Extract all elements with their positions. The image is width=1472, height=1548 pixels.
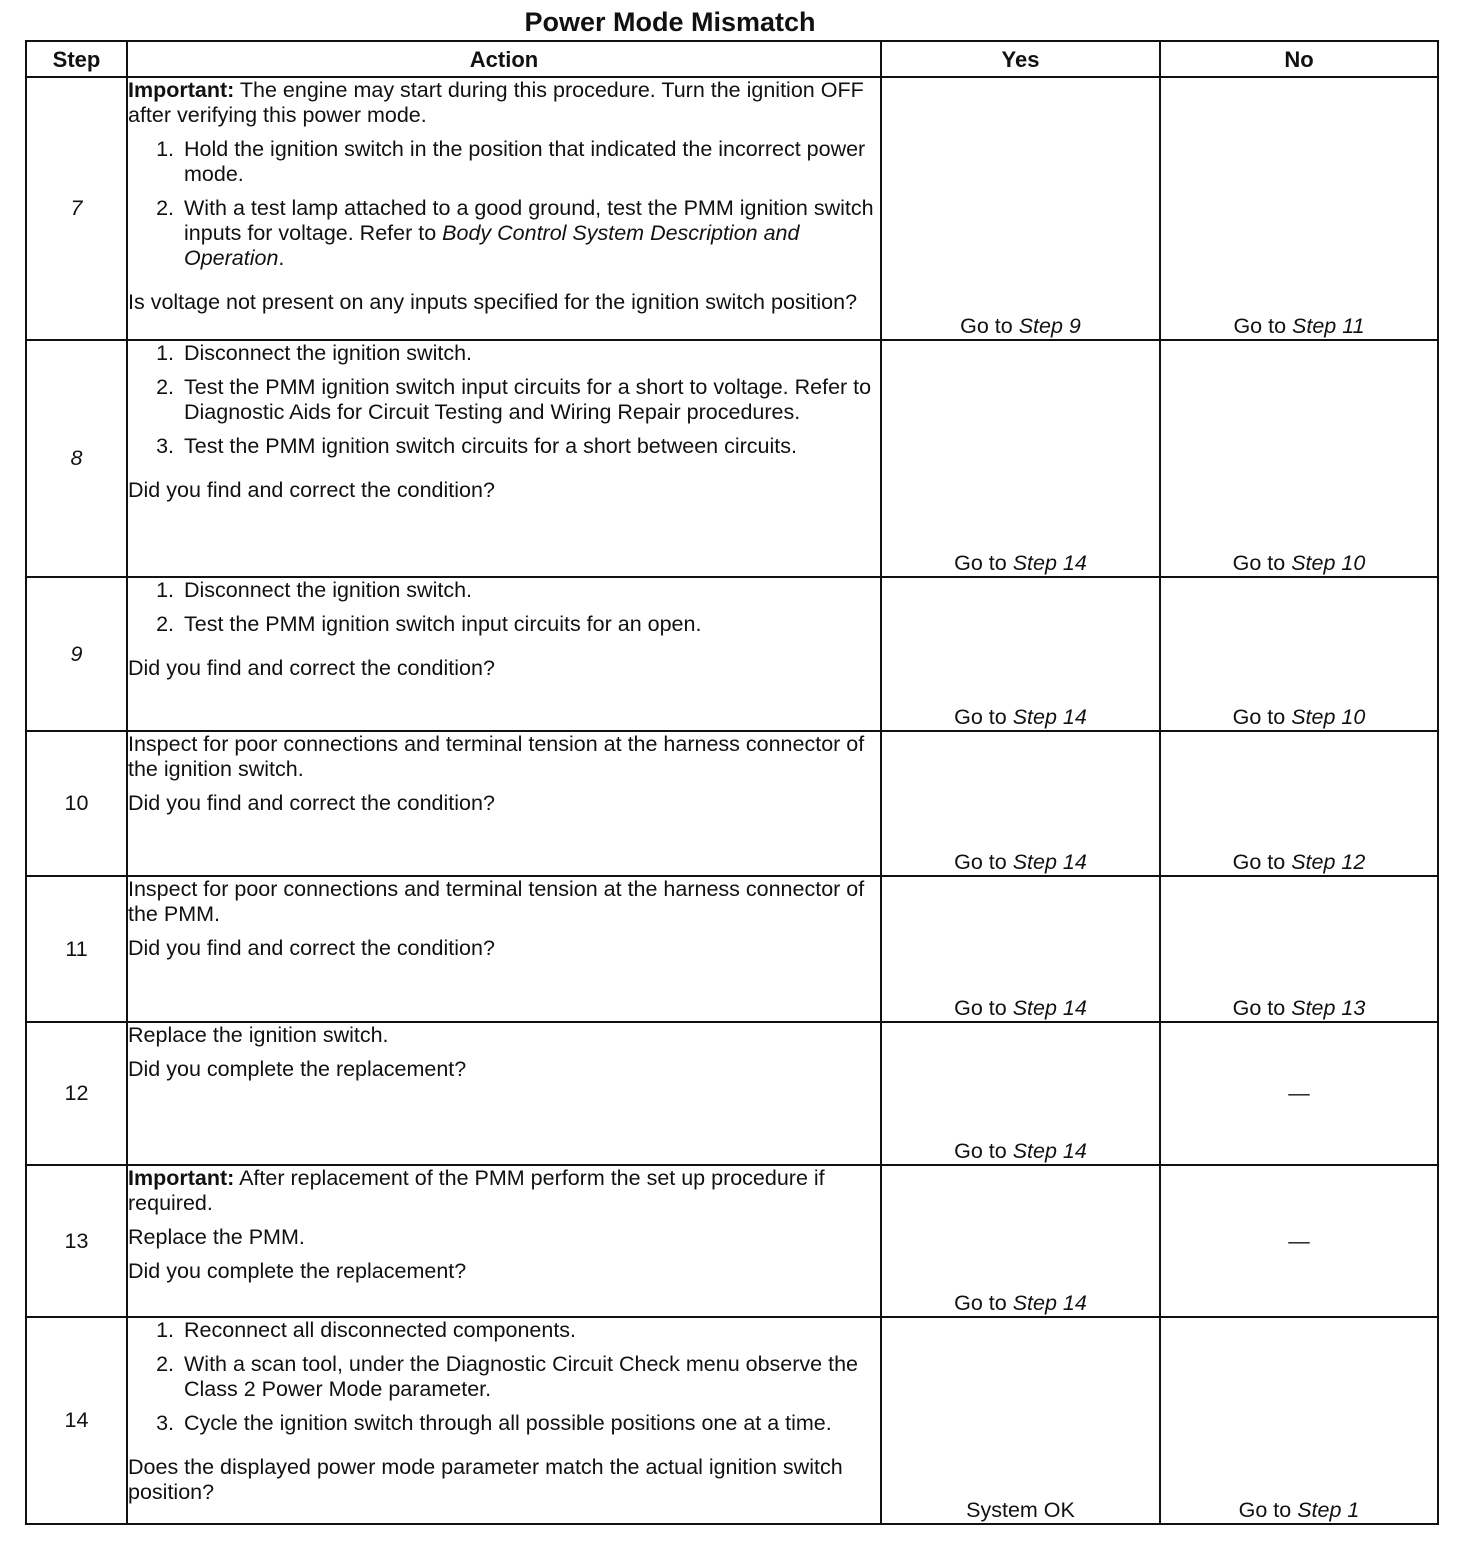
yes-step-link[interactable]: Step 9	[1018, 314, 1081, 338]
table-row	[26, 1165, 1438, 1317]
no-cell	[1160, 1317, 1438, 1524]
item-text: With a test lamp attached to a good ground, test the PMM ignition switch inputs for voltage. Refer to	[184, 196, 874, 245]
action-text: Replace the ignition switch.	[128, 1023, 389, 1047]
yes-step-link[interactable]: Step 14	[1012, 1291, 1087, 1315]
action-cell	[127, 1317, 881, 1524]
list-item	[128, 1352, 880, 1402]
yes-prefix: Go to	[954, 1139, 1007, 1163]
item-text-wrap	[184, 196, 880, 271]
step-number: 10	[26, 731, 127, 876]
item-text: Hold the ignition switch in the position that indicated the incorrect power mode.	[184, 137, 866, 186]
question-text: Did you find and correct the condition?	[128, 791, 495, 815]
step-number: 13	[26, 1165, 127, 1317]
important-text: After replacement of the PMM perform the set up procedure if required.	[128, 1166, 825, 1215]
list-item	[128, 434, 880, 459]
document-reference: Body Control System Description and Operation	[184, 221, 800, 270]
yes-cell	[881, 731, 1160, 876]
important-note	[128, 1166, 880, 1216]
list-item	[128, 1411, 880, 1436]
action-cell	[127, 1165, 881, 1317]
item-number: 2.	[156, 1352, 174, 1376]
item-text: Disconnect the ignition switch.	[184, 578, 473, 602]
table-row	[26, 577, 1438, 731]
action-cell	[127, 876, 881, 1022]
table-header-row	[26, 41, 1438, 77]
item-text: Test the PMM ignition switch circuits for a short between circuits.	[184, 434, 797, 458]
yes-cell	[881, 77, 1160, 340]
action-text: Inspect for poor connections and terminal tension at the harness connector of the PMM.	[128, 877, 865, 926]
table-row	[26, 340, 1438, 577]
page-title: Power Mode Mismatch	[524, 7, 816, 37]
action-cell	[127, 731, 881, 876]
step-number: 12	[26, 1022, 127, 1165]
no-prefix: Go to	[1232, 705, 1286, 729]
item-number: 2.	[156, 375, 174, 399]
list-item	[128, 1318, 880, 1343]
item-text: Disconnect the ignition switch.	[184, 341, 473, 365]
important-label: Important:	[128, 1166, 235, 1190]
yes-prefix: Go to	[954, 996, 1007, 1020]
yes-step-link[interactable]: Step 14	[1012, 551, 1087, 575]
question-text: Did you complete the replacement?	[128, 1057, 467, 1081]
step-number: 9	[26, 577, 127, 731]
yes-step-link[interactable]: Step 14	[1012, 1139, 1087, 1163]
item-number: 2.	[156, 196, 174, 220]
yes-step-link[interactable]: Step 14	[1012, 850, 1087, 874]
important-text: The engine may start during this procedure. Turn the ignition OFF after verifying this power mode.	[128, 78, 864, 127]
yes-cell	[881, 577, 1160, 731]
no-prefix: Go to	[1238, 1498, 1292, 1522]
item-number: 1.	[156, 1318, 174, 1342]
list-item	[128, 375, 880, 425]
yes-prefix: Go to	[954, 705, 1007, 729]
no-step-link[interactable]: Step 10	[1291, 551, 1366, 575]
item-text: Cycle the ignition switch through all possible positions one at a time.	[184, 1411, 832, 1435]
action-text: Inspect for poor connections and terminal tension at the harness connector of the ignition switch.	[128, 732, 865, 781]
list-item	[128, 578, 880, 603]
no-prefix: Go to	[1232, 850, 1286, 874]
header-no: No	[1160, 41, 1438, 77]
action-steps	[128, 1318, 880, 1445]
list-item	[128, 196, 880, 271]
item-number: 1.	[156, 341, 174, 365]
no-step-link[interactable]: Step 11	[1292, 314, 1365, 338]
item-number: 1.	[156, 578, 174, 602]
header-yes: Yes	[881, 41, 1160, 77]
item-number: 3.	[156, 1411, 174, 1435]
no-prefix: Go to	[1233, 314, 1287, 338]
table-row	[26, 77, 1438, 340]
item-number: 1.	[156, 137, 174, 161]
step-number: 7	[26, 77, 127, 340]
step-number: 8	[26, 340, 127, 577]
step-number: 11	[26, 876, 127, 1022]
no-cell	[1160, 77, 1438, 340]
list-item	[128, 612, 880, 637]
table-row	[26, 1022, 1438, 1165]
step-number: 14	[26, 1317, 127, 1524]
yes-prefix: Go to	[960, 314, 1013, 338]
yes-cell	[881, 1022, 1160, 1165]
no-prefix: Go to	[1232, 551, 1286, 575]
item-text: Test the PMM ignition switch input circuits for a short to voltage. Refer to Diagnostic Aids for Circuit Testing and Wiring Repair procedures.	[184, 375, 872, 424]
action-cell	[127, 77, 881, 340]
yes-cell: System OK	[881, 1317, 1160, 1524]
no-step-link[interactable]: Step 13	[1291, 996, 1366, 1020]
action-cell	[127, 1022, 881, 1165]
list-item	[128, 341, 880, 366]
no-prefix: Go to	[1232, 996, 1286, 1020]
action-cell	[127, 340, 881, 577]
question-text: Is voltage not present on any inputs specified for the ignition switch position?	[128, 290, 858, 314]
no-cell	[1160, 340, 1438, 577]
list-item	[128, 137, 880, 187]
yes-cell	[881, 1165, 1160, 1317]
yes-step-link[interactable]: Step 14	[1012, 996, 1087, 1020]
table-row	[26, 876, 1438, 1022]
no-step-link[interactable]: Step 10	[1291, 705, 1366, 729]
action-cell	[127, 577, 881, 731]
yes-prefix: Go to	[954, 1291, 1007, 1315]
important-label: Important:	[128, 78, 235, 102]
item-number: 2.	[156, 612, 174, 636]
question-text: Did you complete the replacement?	[128, 1259, 467, 1283]
question-text: Did you find and correct the condition?	[128, 656, 495, 680]
yes-cell	[881, 876, 1160, 1022]
header-action: Action	[127, 41, 881, 77]
important-note	[128, 78, 880, 128]
yes-prefix: Go to	[954, 551, 1007, 575]
no-cell	[1160, 577, 1438, 731]
no-cell: —	[1160, 1022, 1438, 1165]
item-text: Test the PMM ignition switch input circuits for an open.	[184, 612, 702, 636]
yes-cell	[881, 340, 1160, 577]
no-cell: —	[1160, 1165, 1438, 1317]
table-row	[26, 1317, 1438, 1524]
item-tail: .	[278, 246, 285, 270]
action-steps	[128, 341, 880, 468]
yes-step-link[interactable]: Step 14	[1012, 705, 1087, 729]
item-text: Reconnect all disconnected components.	[184, 1318, 577, 1342]
no-cell	[1160, 731, 1438, 876]
question-text: Does the displayed power mode parameter match the actual ignition switch position?	[128, 1455, 843, 1504]
header-step: Step	[26, 41, 127, 77]
question-text: Did you find and correct the condition?	[128, 478, 495, 502]
question-text: Did you find and correct the condition?	[128, 936, 495, 960]
no-step-link[interactable]: Step 12	[1291, 850, 1366, 874]
item-text: With a scan tool, under the Diagnostic Circuit Check menu observe the Class 2 Power Mode parameter.	[184, 1352, 858, 1401]
diagnostic-table	[25, 40, 1439, 1525]
no-step-link[interactable]: Step 1	[1297, 1498, 1360, 1522]
table-row	[26, 731, 1438, 876]
item-number: 3.	[156, 434, 174, 458]
no-cell	[1160, 876, 1438, 1022]
yes-prefix: Go to	[954, 850, 1007, 874]
action-steps	[128, 578, 880, 646]
action-steps	[128, 137, 880, 280]
action-text: Replace the PMM.	[128, 1225, 305, 1249]
